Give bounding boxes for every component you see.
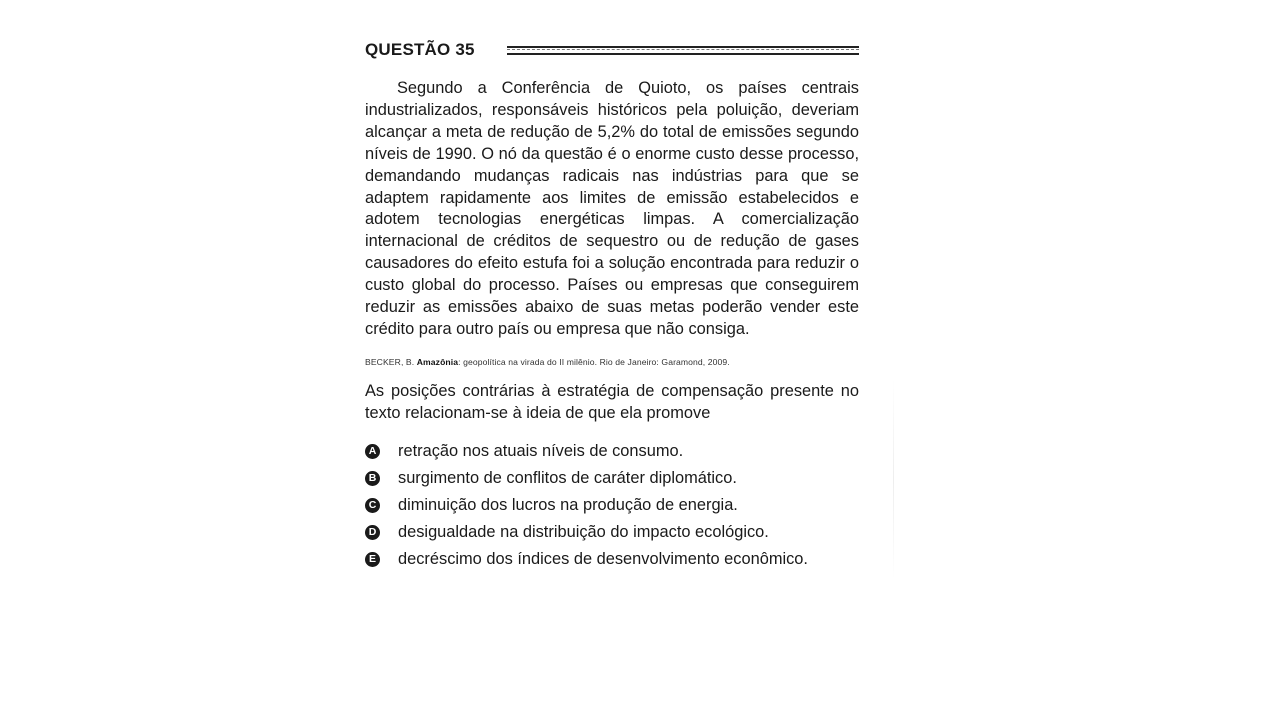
- header-rule: [507, 46, 859, 55]
- question-header: [365, 36, 859, 64]
- option-b-text: surgimento de conflitos de caráter diplomático.: [398, 469, 737, 488]
- question-sheet: [365, 36, 859, 587]
- scan-edge-mark: [893, 380, 894, 580]
- source-work: Amazônia: [416, 357, 459, 368]
- source-author: BECKER, B.: [365, 357, 415, 368]
- option-a-text: retração nos atuais níveis de consumo.: [398, 442, 684, 461]
- option-d-text: desigualdade na distribuição do impacto ecológico.: [398, 523, 769, 542]
- source-citation: [365, 357, 859, 367]
- option-b-letter-icon: B: [365, 471, 380, 486]
- option-e-text: decréscimo dos índices de desenvolvimento econômico.: [398, 550, 808, 569]
- passage-text: Segundo a Conferência de Quioto, os países centrais industrializados, responsáveis históricos pela poluição, deveriam alcançar a meta de redução de 5,2% do total de emissões segundo níveis de 1990. O nó da questão é o enorme custo desse processo, demandando mudanças radicais nas indústrias para que se adaptem rapidamente aos limites de emissão estabelecidos e adotem tecnologias energéticas limpas. A comercialização internacional de créditos de sequestro ou de redução de gases causadores do efeito estufa foi a solução encontrada para reduzir o custo global do processo. Países ou empresas que conseguirem reduzir as emissões abaixo de suas metas poderão vender este crédito para outro país ou empresa que não consiga.: [365, 79, 859, 338]
- option-e-letter-icon: E: [365, 552, 380, 567]
- question-stem: As posições contrárias à estratégia de compensação presente no texto relacionam-se à ideia de que ela promove: [365, 382, 859, 423]
- option-e[interactable]: [365, 549, 859, 571]
- option-b[interactable]: [365, 468, 859, 490]
- answer-options: [365, 441, 859, 571]
- option-a[interactable]: [365, 441, 859, 463]
- option-c-letter-icon: C: [365, 498, 380, 513]
- option-d-letter-icon: D: [365, 525, 380, 540]
- option-c[interactable]: [365, 495, 859, 517]
- source-details: : geopolítica na virada do II milênio. Rio de Janeiro: Garamond, 2009.: [458, 357, 730, 368]
- question-title: QUESTÃO 35: [365, 40, 475, 59]
- option-d[interactable]: [365, 522, 859, 544]
- option-a-letter-icon: A: [365, 444, 380, 459]
- option-c-text: diminuição dos lucros na produção de energia.: [398, 496, 738, 515]
